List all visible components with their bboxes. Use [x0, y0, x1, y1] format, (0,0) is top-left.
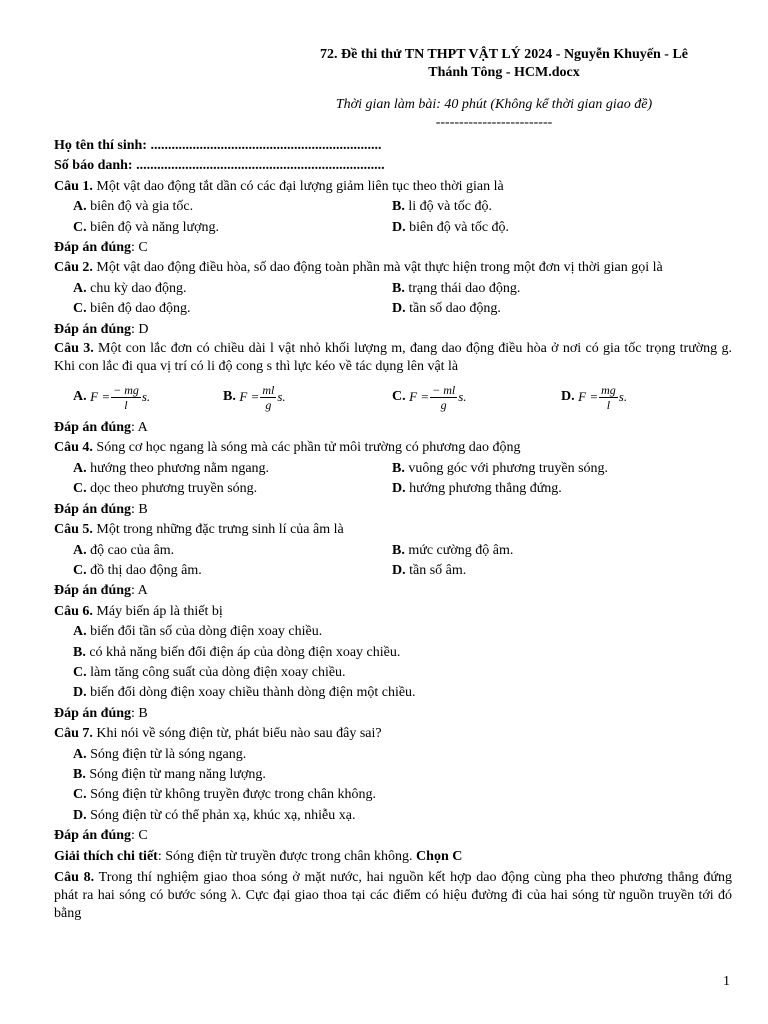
title-line-2: Thánh Tông - HCM.docx	[428, 65, 580, 80]
option-c: C. đồ thị dao động âm.	[73, 562, 202, 578]
option-a: A. F = $\frac{- mg}{l}$ s.	[73, 382, 151, 412]
question-6	[54, 602, 732, 622]
question-label: Câu 1.	[54, 178, 93, 194]
answer-7	[54, 826, 732, 846]
question-7	[54, 724, 732, 744]
option-a: A. độ cao của âm.	[73, 542, 175, 558]
option-b: B. có khả năng biến đổi điện áp của dòng điện xoay chiều.	[73, 644, 401, 660]
question-label: Câu 2.	[54, 260, 93, 276]
question-label: Câu 5.	[54, 522, 93, 538]
question-text: Một con lắc đơn có chiều dài l vật nhỏ khối lượng m, đang dao động điều hòa ở nơi có gia tốc trọng trường g. Khi con lắc đi qua vị trí có li độ cong s thì lực kéo về tác dụng lên vật là	[54, 341, 732, 375]
answer-value: : A	[131, 583, 148, 599]
answer-label: Đáp án đúng	[54, 501, 132, 517]
question-label: Câu 6.	[54, 603, 93, 619]
question-3-options	[54, 376, 732, 418]
question-label: Câu 7.	[54, 726, 93, 742]
option-d: D. biên độ và tốc độ.	[392, 219, 510, 235]
option-b: B. li độ và tốc độ.	[392, 199, 492, 215]
answer-label: Đáp án đúng	[54, 583, 132, 599]
student-name-dots: ..................................................................	[146, 138, 382, 153]
option-a: A. biến đổi tần số của dòng điện xoay chiều.	[73, 624, 323, 640]
question-5-options	[54, 541, 732, 582]
option-d: D. Sóng điện từ có thể phản xạ, khúc xạ, nhiễu xạ.	[73, 807, 356, 823]
answer-label: Đáp án đúng	[54, 321, 132, 337]
time-limit: Thời gian làm bài: 40 phút (Không kể thời gian giao đề)	[335, 97, 653, 112]
question-3	[54, 340, 732, 376]
option-a: A. hướng theo phương nằm ngang.	[73, 460, 270, 476]
question-2	[54, 258, 732, 278]
answer-label: Đáp án đúng	[54, 828, 132, 844]
question-2-options	[54, 279, 732, 320]
question-4-options	[54, 459, 732, 500]
answer-value: : D	[131, 321, 149, 337]
option-b: B. trạng thái dao động.	[392, 280, 521, 296]
option-c: C. biên độ dao động.	[73, 301, 191, 317]
option-b: B. Sóng điện từ mang năng lượng.	[73, 766, 266, 782]
question-label: Câu 4.	[54, 440, 93, 456]
question-4	[54, 438, 732, 458]
question-text: Một vật dao động tắt dần có các đại lượng giảm liên tục theo thời gian là	[92, 178, 504, 194]
option-c: C. Sóng điện từ không truyền được trong chân không.	[73, 787, 376, 803]
option-b: B. mức cường độ âm.	[392, 542, 514, 558]
answer-1	[54, 238, 732, 258]
option-d: D. F = $\frac{mg}{l}$ s.	[561, 382, 628, 412]
option-c: C. biên độ và năng lượng.	[73, 219, 220, 235]
option-a: A. chu kỳ dao động.	[73, 280, 187, 296]
student-name-line	[54, 136, 732, 156]
option-d: D. tần số dao động.	[392, 301, 501, 317]
question-text: Sóng cơ học ngang là sóng mà các phần tử môi trường có phương dao động	[92, 440, 521, 456]
option-b: B. vuông góc với phương truyền sóng.	[392, 460, 609, 476]
document-title	[254, 46, 754, 82]
option-d: D. tần số âm.	[392, 562, 467, 578]
answer-value: : A	[131, 420, 148, 436]
question-8	[54, 869, 732, 923]
option-b: B. F = $\frac{ml}{g}$ s.	[223, 382, 286, 412]
option-a: A. Sóng điện từ là sóng ngang.	[73, 746, 247, 762]
question-text: Một vật dao động điều hòa, số dao động toàn phần mà vật thực hiện trong một đơn vị thời gian gọi là	[92, 260, 663, 276]
answer-3	[54, 418, 732, 438]
separator: -------------------------	[435, 115, 553, 130]
question-5	[54, 520, 732, 540]
student-id-dots: .......................................................................	[132, 158, 385, 174]
option-d: D. biến đổi dòng điện xoay chiều thành dòng điện một chiều.	[73, 685, 416, 701]
question-7-options	[54, 745, 732, 827]
question-1-options	[54, 197, 732, 238]
page-number: 1	[723, 974, 730, 989]
student-id-line	[54, 156, 732, 176]
explanation-7	[54, 847, 732, 867]
explanation-label: Giải thích chi tiết	[54, 848, 158, 864]
explanation-choice: Chọn C	[416, 848, 463, 864]
question-text: Trong thí nghiệm giao thoa sóng ở mặt nước, hai nguồn kết hợp dao động cùng pha theo phương thẳng đứng phát ra hai sóng có bước sóng λ. Cực đại giao thoa tại các điểm có hiệu đường đi của hai sóng từ nguồn truyền tới đó bằng	[54, 870, 732, 921]
question-text: Một trong những đặc trưng sinh lí của âm là	[92, 522, 344, 538]
question-text: Khi nói về sóng điện từ, phát biểu nào sau đây sai?	[92, 726, 382, 742]
option-c: C. F = $\frac{- ml}{g}$ s.	[392, 382, 467, 412]
question-6-options	[54, 622, 732, 704]
answer-label: Đáp án đúng	[54, 420, 132, 436]
exam-page	[54, 46, 732, 923]
question-text: Máy biến áp là thiết bị	[92, 603, 223, 619]
option-a: A. biên độ và gia tốc.	[73, 199, 194, 215]
option-d: D. hướng phương thẳng đứng.	[392, 481, 562, 497]
answer-label: Đáp án đúng	[54, 240, 132, 256]
answer-value: : B	[131, 705, 148, 721]
answer-5	[54, 581, 732, 601]
student-id-label: Số báo danh:	[54, 158, 133, 174]
question-label: Câu 8.	[54, 870, 95, 885]
option-c: C. làm tăng công suất của dòng điện xoay chiều.	[73, 664, 346, 680]
student-name-label: Họ tên thí sinh:	[54, 138, 147, 153]
answer-value: : B	[131, 501, 148, 517]
answer-6	[54, 704, 732, 724]
explanation-text: : Sóng điện từ truyền được trong chân không.	[157, 848, 417, 864]
answer-2	[54, 320, 732, 340]
answer-value: : C	[131, 240, 148, 256]
answer-value: : C	[131, 828, 148, 844]
question-1	[54, 177, 732, 197]
title-line-1: 72. Đề thi thử TN THPT VẬT LÝ 2024 - Nguyễn Khuyến - Lê	[319, 47, 689, 62]
answer-4	[54, 500, 732, 520]
question-label: Câu 3.	[54, 341, 94, 357]
answer-label: Đáp án đúng	[54, 705, 132, 721]
option-c: C. dọc theo phương truyền sóng.	[73, 481, 258, 497]
